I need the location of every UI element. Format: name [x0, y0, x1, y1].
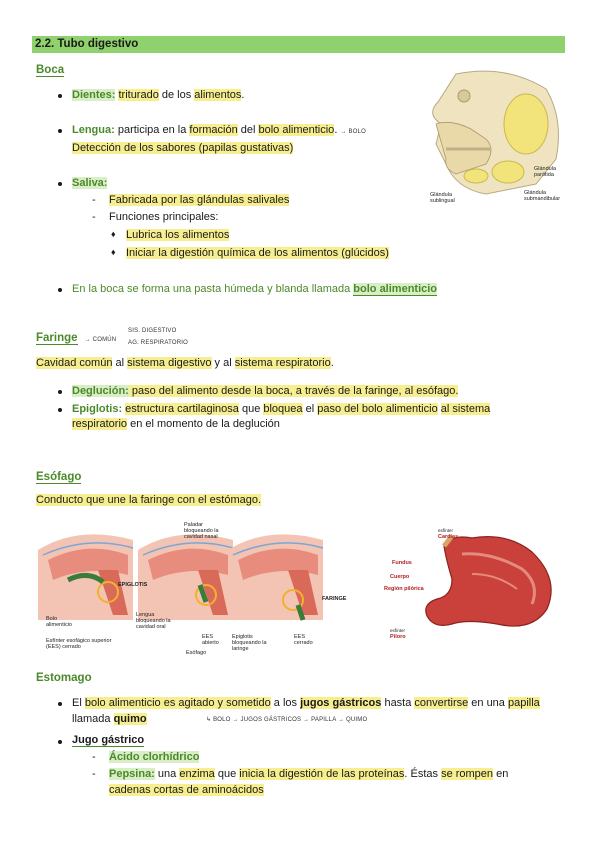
dash: - — [92, 211, 96, 223]
faringe-note-a: SIS. DIGESTIVO — [128, 328, 177, 334]
jugo-heading: Jugo gástrico — [72, 734, 145, 746]
estomago-line2: llamada quimo — [72, 713, 147, 725]
lengua-line2: Detección de los sabores (papilas gustativas) — [72, 142, 294, 154]
dash: - — [92, 768, 96, 780]
label-epiglotis-top: EPIGLOTIS — [118, 582, 148, 588]
label-ees-cerrado: EES cerrado — [294, 634, 313, 646]
bullet — [58, 94, 62, 98]
saliva-sub1: Fabricada por las glándulas salivales — [109, 194, 290, 206]
bullet — [58, 702, 62, 706]
label-parotida: Glándula parótida — [534, 166, 557, 178]
diamond-bullet: ♦ — [111, 247, 116, 257]
pepsina-line: Pepsina: una enzima que inicia la digestión de las proteínas. Éstas se rompen en — [109, 768, 509, 780]
bullet — [58, 390, 62, 394]
pepsina-line2: cadenas cortas de aminoácidos — [109, 784, 264, 796]
label-fundus: Fundus — [392, 560, 412, 566]
label-esofago: Esófago — [186, 650, 207, 656]
estomago-line1: El bolo alimenticio es agitado y sometido a los jugos gástricos hasta convertirse en una papilla — [72, 697, 540, 709]
label-sublingual: Glándula sublingual — [430, 192, 455, 204]
boca-heading: Boca — [36, 64, 65, 76]
section-title: 2.2. Tubo digestivo — [32, 36, 565, 53]
label-lengua: Lengua bloqueando la cavidad oral — [136, 612, 171, 630]
label-epiglotis-bloq: Epiglotis bloqueando la laringe — [232, 634, 267, 652]
label-cuerpo: Cuerpo — [390, 574, 410, 580]
swallowing-image — [38, 520, 358, 660]
salivary-glands-image — [416, 64, 566, 214]
estomago-heading: Estomago — [36, 672, 92, 684]
label-piloro: Píloro — [390, 634, 406, 640]
faringe-heading: Faringe → COMÚN — [36, 332, 117, 344]
label-faringe: FARINGE — [322, 596, 347, 602]
bullet — [58, 182, 62, 186]
label-cardias: Cardias — [438, 534, 459, 540]
deglucion-line: Deglución: paso del alimento desde la boca, a través de la faringe, al esófago. — [72, 385, 459, 397]
label-ees-abierto: EES abierto — [202, 634, 219, 646]
bullet — [58, 408, 62, 412]
saliva-sub2a: Lubrica los alimentos — [126, 229, 230, 241]
bolo-line: En la boca se forma una pasta húmeda y blanda llamada bolo alimenticio — [72, 283, 438, 295]
quimo-note: ↳ BOLO → JUGOS GÁSTRICOS → PAPILLA → QUIMO — [206, 717, 368, 723]
esofago-text: Conducto que une la faringe con el estómago. — [36, 494, 262, 506]
saliva-sub2b: Iniciar la digestión química de los alimentos (glúcidos) — [126, 247, 389, 259]
acido-line: Ácido clorhídrico — [109, 751, 200, 763]
label-region: Región pilórica — [384, 586, 424, 592]
label-bolo: Bolo alimenticio — [46, 616, 72, 628]
bullet — [58, 288, 62, 292]
label-submandibular: Glándula submandibular — [524, 190, 561, 202]
bullet — [58, 740, 62, 744]
lengua-line: Lengua: participa en la formación del bolo alimenticio. → BOLO — [72, 124, 366, 136]
esofago-heading: Esófago — [36, 471, 82, 483]
dash: - — [92, 194, 96, 206]
label-cardias-note: esfínter — [438, 528, 454, 533]
label-paladar: Paladar bloqueando la cavidad nasal — [184, 522, 219, 540]
stomach-image — [382, 524, 570, 642]
epiglotis-line: Epiglotis: estructura cartilaginosa que bloquea el paso del bolo alimenticio al sistema — [72, 403, 491, 415]
diamond-bullet: ♦ — [111, 229, 116, 239]
bullet — [58, 129, 62, 133]
faringe-note-b: AG. RESPIRATORIO — [128, 340, 188, 346]
label-esfinter: Esfínter esofágico superior (EES) cerrado — [46, 638, 112, 650]
saliva-label: Saliva: — [72, 177, 108, 189]
dientes-line: Dientes: triturado de los alimentos. — [72, 89, 245, 101]
dash: - — [92, 751, 96, 763]
cavidad-line: Cavidad común al sistema digestivo y al sistema respiratorio. — [36, 357, 334, 369]
label-piloro-note: esfínter — [390, 628, 406, 633]
epiglotis-line2: respiratorio en el momento de la deglución — [72, 418, 280, 430]
saliva-sub2: Funciones principales: — [109, 211, 219, 223]
